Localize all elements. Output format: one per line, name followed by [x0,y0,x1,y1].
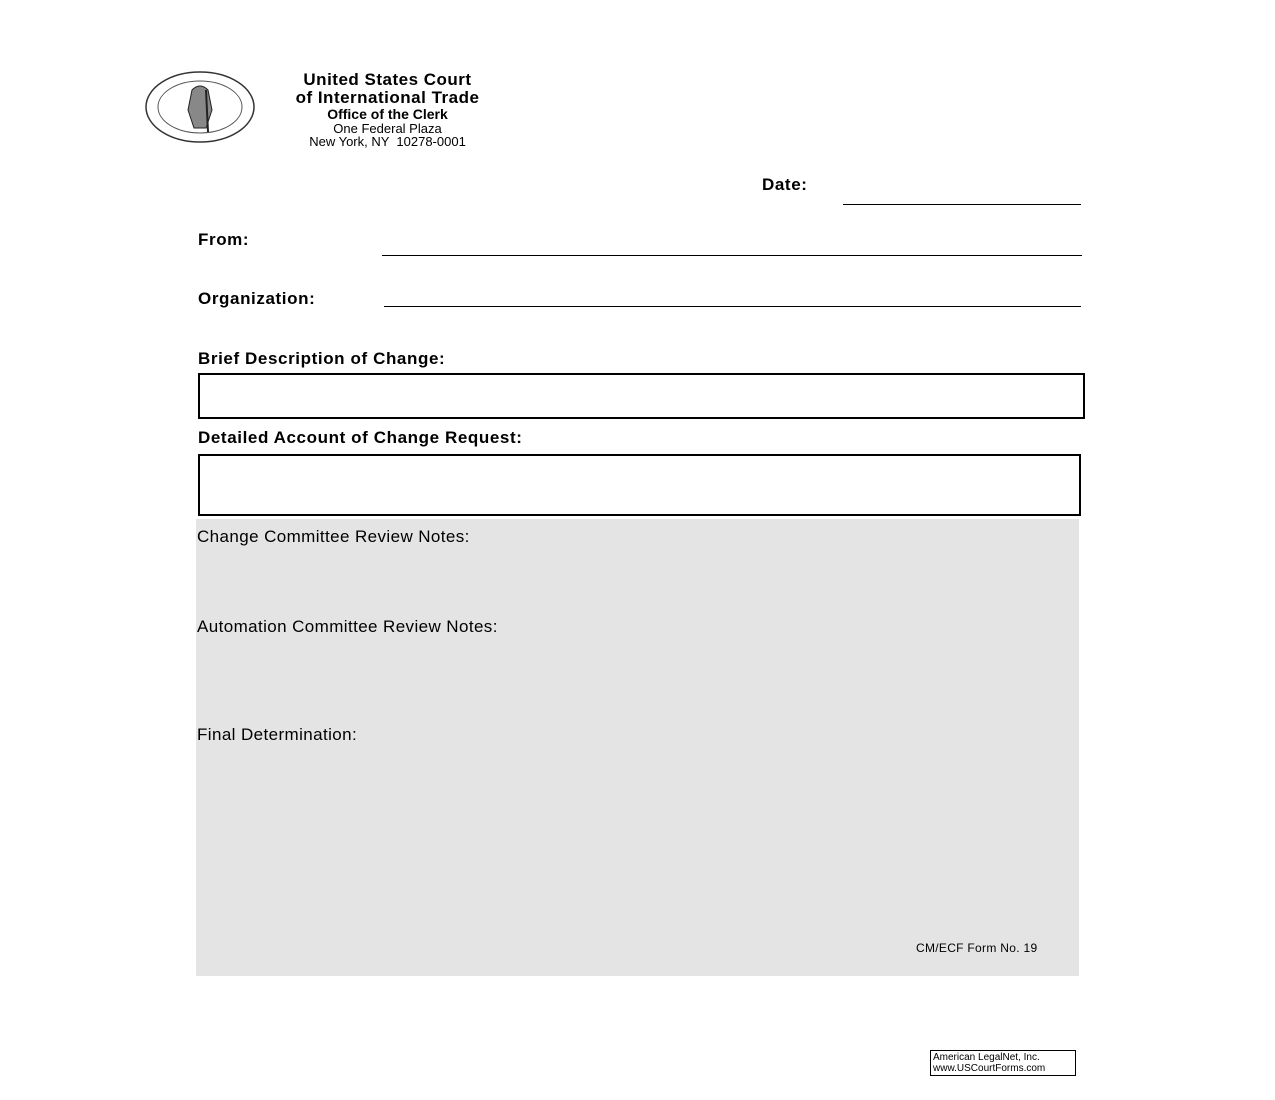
detailed-account-field[interactable] [198,454,1081,516]
address-line2: New York, NY 10278-0001 [309,134,466,149]
date-label: Date: [762,175,808,194]
brief-description-label: Brief Description of Change: [198,349,446,368]
from-label: From: [198,230,250,249]
form-number: CM/ECF Form No. 19 [916,941,1038,955]
publisher-badge [930,1050,1076,1076]
court-name-line2: of International Trade [295,88,480,107]
from-field[interactable] [382,255,1082,256]
brief-description-field[interactable] [198,373,1085,419]
organization-label: Organization: [198,289,316,308]
change-committee-notes-label: Change Committee Review Notes: [197,527,470,546]
court-name-line1: United States Court [303,70,472,89]
court-seal [144,70,256,144]
address-line1: One Federal Plaza [333,121,442,136]
publisher-website[interactable]: www.USCourtForms.com [933,1063,1046,1074]
office-name: Office of the Clerk [327,106,448,122]
final-determination-label: Final Determination: [197,725,358,744]
date-field[interactable] [843,204,1081,205]
publisher-name: American LegalNet, Inc. [933,1052,1040,1063]
detailed-account-label: Detailed Account of Change Request: [198,428,523,447]
organization-field[interactable] [384,306,1081,307]
review-section [196,519,1079,976]
automation-committee-notes-label: Automation Committee Review Notes: [197,617,498,636]
